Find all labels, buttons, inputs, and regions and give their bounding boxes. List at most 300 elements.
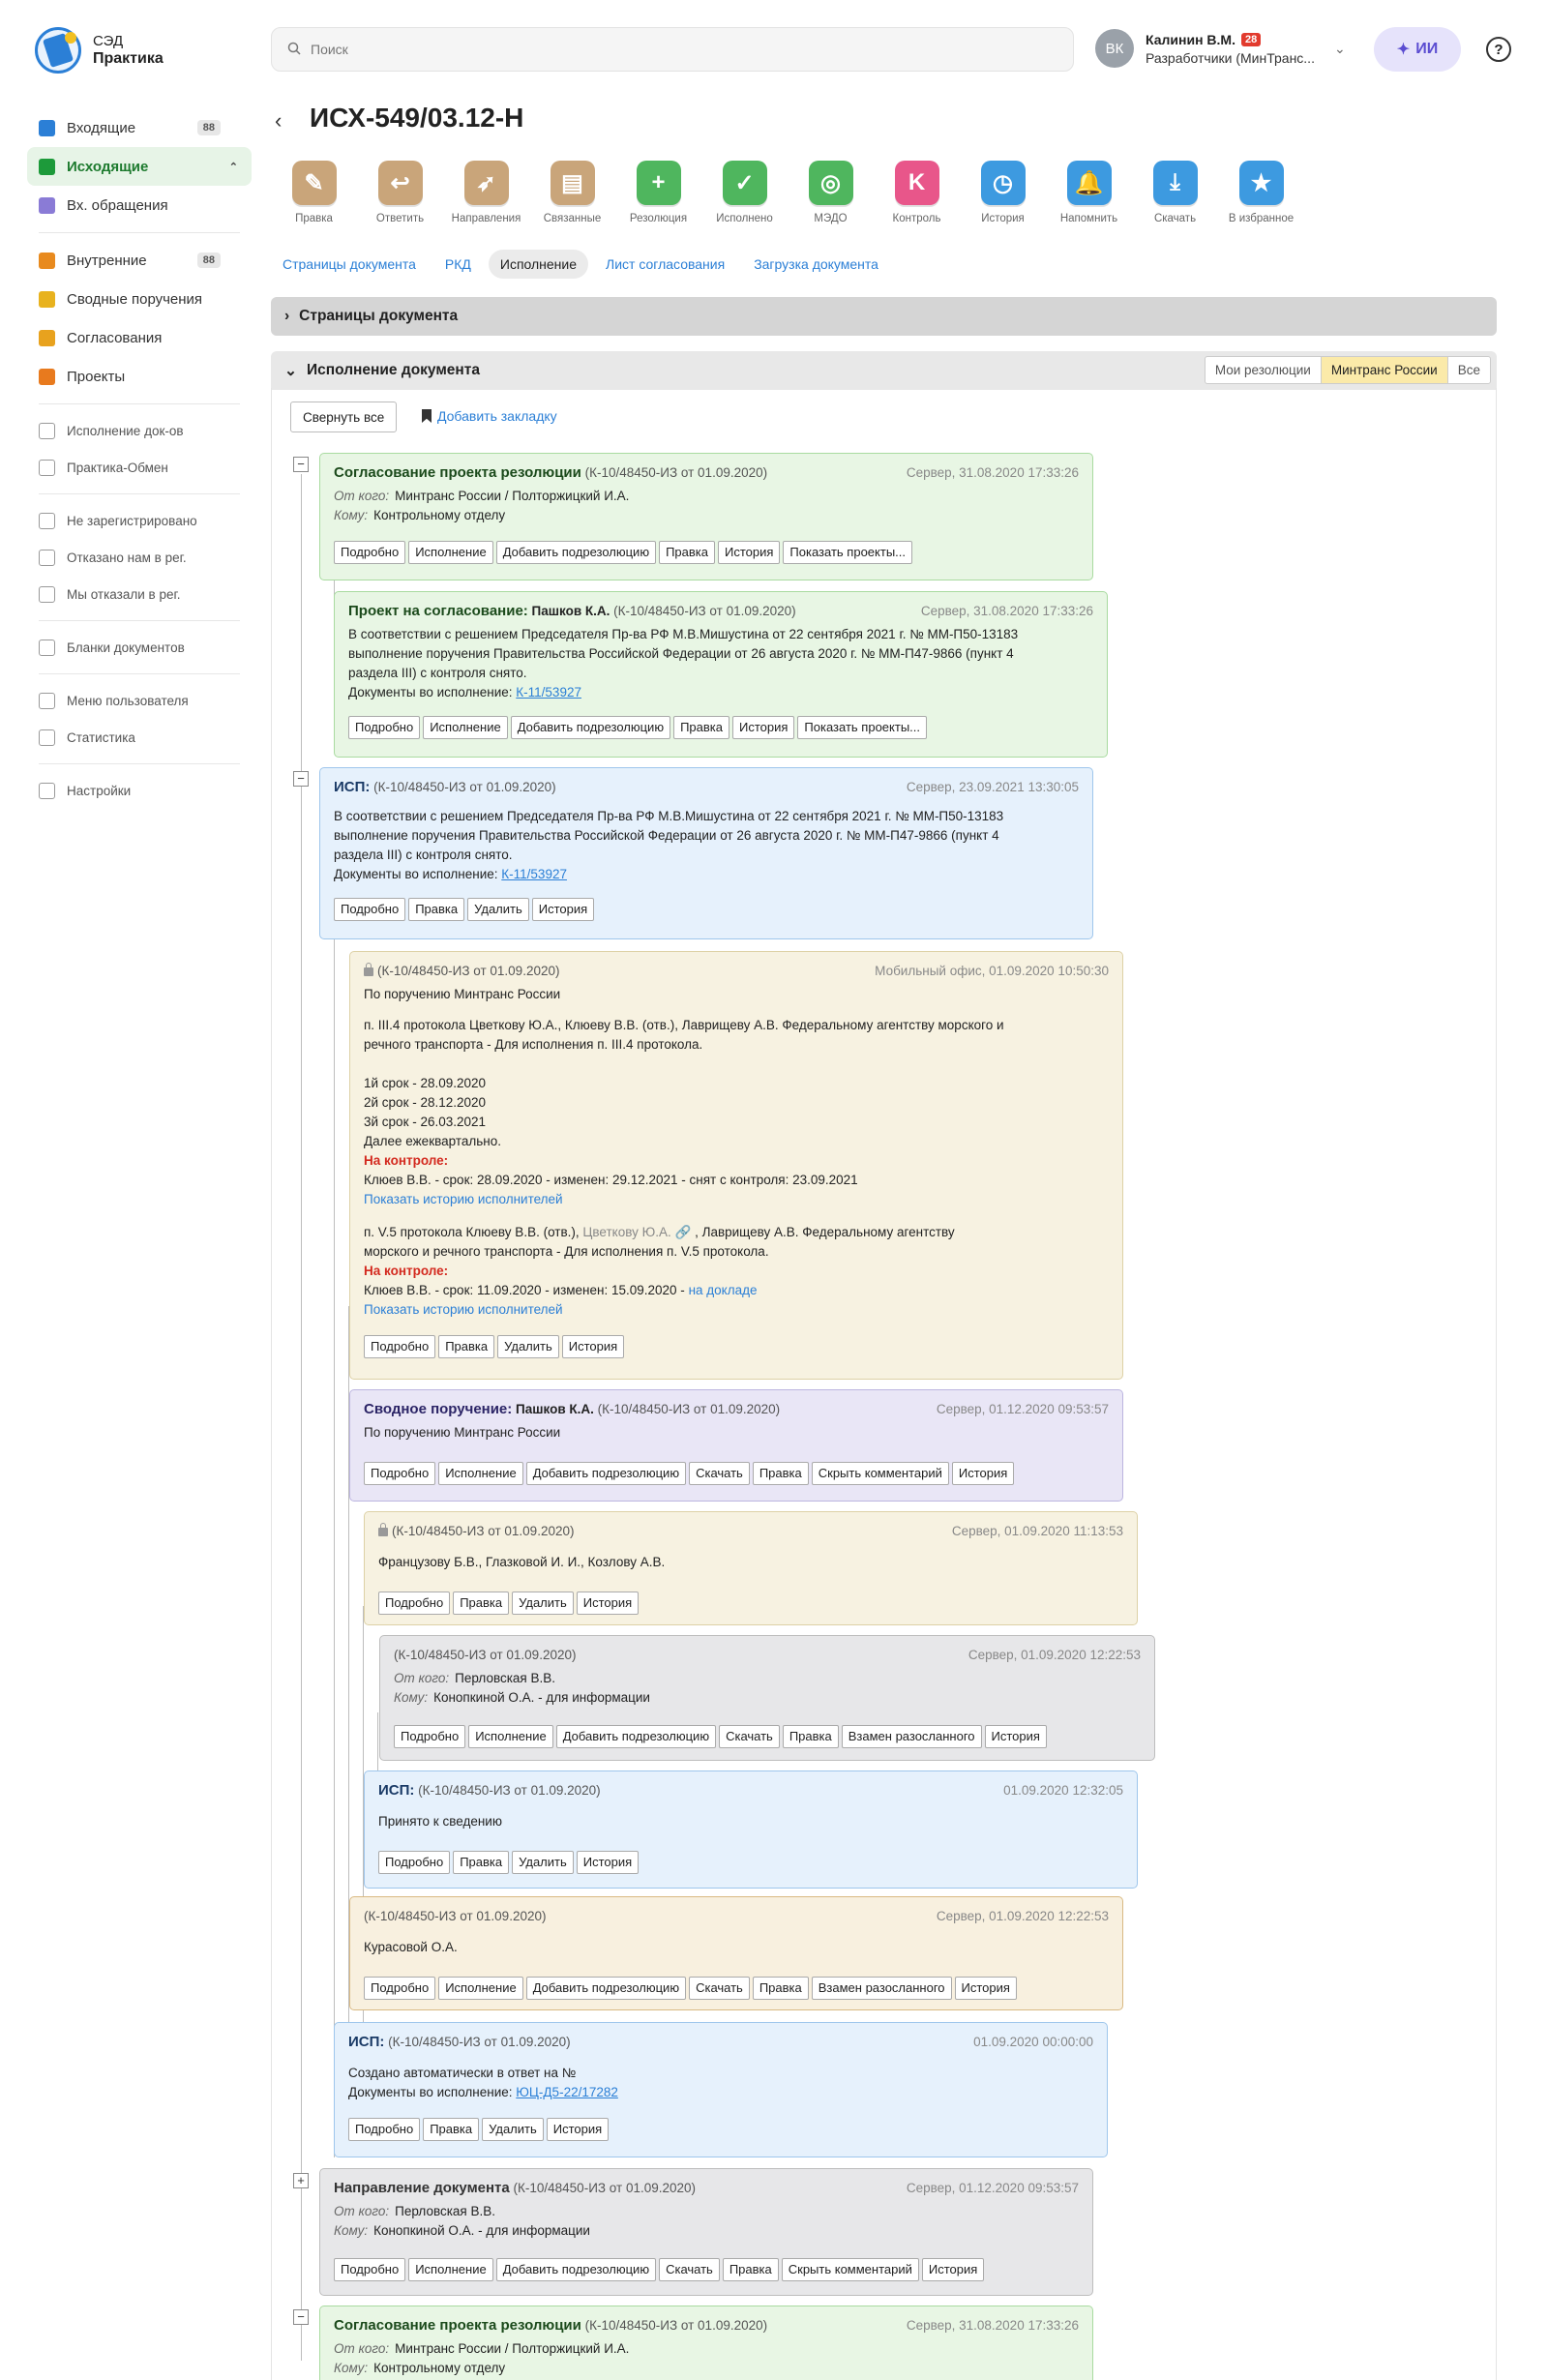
- control-label: На контроле:: [364, 1264, 449, 1278]
- toolbar-button[interactable]: [529, 161, 615, 224]
- execution-card: [364, 1770, 1138, 1889]
- card-ref: (К-10/48450-ИЗ от 01.09.2020): [394, 1648, 577, 1662]
- from-label: От кого:: [394, 1671, 450, 1685]
- card-text: Французову Б.В., Глазковой И. И., Козлову А.В.: [378, 1555, 666, 1569]
- sidebar-item-label: Вх. обращения: [67, 196, 168, 214]
- nav-icon: [39, 423, 55, 439]
- toolbar-label: Исполнено: [716, 213, 773, 224]
- card-action-button[interactable]: Добавить подрезолюцию: [526, 1462, 686, 1485]
- card-action-button[interactable]: Подробно: [334, 541, 405, 564]
- sparkle-icon: ✦: [1396, 42, 1411, 58]
- bookmark-icon: [422, 409, 432, 423]
- card-action-button[interactable]: История: [577, 1851, 639, 1874]
- card-action-button[interactable]: Исполнение: [468, 1725, 553, 1748]
- chevron-down-icon: ⌄: [1333, 40, 1346, 56]
- card-action-button[interactable]: Подробно: [364, 1977, 435, 2000]
- ai-button[interactable]: [1374, 27, 1461, 72]
- app-name-line2: Практика: [93, 50, 164, 67]
- card-actions: [334, 541, 1079, 564]
- nav-icon: [39, 197, 55, 214]
- toolbar-icon: ▤: [551, 161, 595, 205]
- card-time: Сервер, 31.08.2020 17:33:26: [906, 2318, 1079, 2333]
- docs-label: Документы во исполнение:: [348, 2085, 513, 2099]
- page-title: ИСХ-549/03.12-Н: [310, 103, 524, 133]
- resolution-card: [319, 2306, 1093, 2380]
- card-actions: [378, 1851, 1123, 1874]
- toolbar-icon: ⤓: [1153, 161, 1198, 205]
- card-text: выполнение поручения Правительства Российской Федерации от 26 августа 2020 г. № ММ-П47-9866 (пункт 4: [348, 646, 1014, 661]
- toolbar-button[interactable]: [960, 161, 1046, 224]
- card-text: Далее ежеквартально.: [364, 1134, 502, 1148]
- card-action-button[interactable]: Подробно: [348, 716, 420, 739]
- card-text: Создано автоматически в ответ на №: [348, 2066, 577, 2080]
- card-action-button[interactable]: Подробно: [378, 1851, 450, 1874]
- card-actions: [364, 1462, 1109, 1485]
- tab[interactable]: Страницы документа: [283, 256, 416, 272]
- card-action-button[interactable]: История: [577, 1592, 639, 1615]
- card-action-button[interactable]: Подробно: [364, 1335, 435, 1358]
- toolbar-button[interactable]: [1046, 161, 1132, 224]
- card-action-button[interactable]: Подробно: [394, 1725, 465, 1748]
- sidebar-item-label: Проекты: [67, 368, 126, 385]
- nav-icon: [39, 291, 55, 308]
- card-action-button[interactable]: Подробно: [334, 898, 405, 921]
- direction-card: [319, 2168, 1093, 2296]
- card-action-button[interactable]: Скачать: [689, 1977, 750, 2000]
- card-action-button[interactable]: Добавить подрезолюцию: [511, 716, 670, 739]
- card-title: ИСП:: [348, 2034, 385, 2050]
- card-action-button[interactable]: Правка: [438, 1335, 494, 1358]
- toolbar-button[interactable]: [615, 161, 701, 224]
- card-action-button[interactable]: Правка: [723, 2258, 779, 2281]
- card-action-button[interactable]: История: [922, 2258, 984, 2281]
- toolbar-label: Ответить: [375, 213, 425, 224]
- link-icon[interactable]: 🔗: [674, 1225, 692, 1239]
- card-text: Принято к сведению: [378, 1814, 502, 1829]
- divider: [39, 232, 240, 233]
- card-action-button[interactable]: Подробно: [364, 1462, 435, 1485]
- sidebar-nav: [27, 108, 252, 809]
- filter-option[interactable]: Мои резолюции: [1214, 363, 1311, 377]
- card-action-button[interactable]: Исполнение: [423, 716, 508, 739]
- to-value: Конопкиной О.А. - для информации: [433, 1690, 650, 1705]
- lock-icon: [378, 1528, 388, 1536]
- card-ref: (К-10/48450-ИЗ от 01.09.2020): [388, 2035, 571, 2049]
- sidebar-item-label: Практика-Обмен: [67, 460, 168, 475]
- card-action-button[interactable]: История: [985, 1725, 1047, 1748]
- card-action-button[interactable]: Подробно: [348, 2118, 420, 2141]
- card-time: Сервер, 31.08.2020 17:33:26: [920, 604, 1093, 618]
- card-text: По поручению Минтранс России: [364, 1425, 561, 1440]
- tab[interactable]: Загрузка документа: [754, 256, 878, 272]
- nav-icon: [39, 586, 55, 603]
- card-action-button[interactable]: Скрыть комментарий: [782, 2258, 919, 2281]
- execution-section-header[interactable]: [271, 351, 1497, 390]
- toolbar-icon: ✓: [723, 161, 767, 205]
- card-time: Мобильный офис, 01.09.2020 10:50:30: [875, 964, 1109, 978]
- from-label: От кого:: [334, 489, 390, 503]
- card-action-button[interactable]: История: [955, 1977, 1017, 2000]
- card-action-button[interactable]: Правка: [423, 2118, 479, 2141]
- card-actions: [364, 1335, 1109, 1358]
- chevron-down-icon: ⌄: [284, 362, 297, 379]
- card-action-button[interactable]: Исполнение: [408, 541, 493, 564]
- sidebar-item[interactable]: [27, 412, 252, 449]
- nav-icon: [39, 460, 55, 476]
- card-title: Проект на согласование:: [348, 603, 528, 619]
- toolbar-button[interactable]: [701, 161, 788, 224]
- card-action-button[interactable]: Правка: [783, 1725, 839, 1748]
- toolbar-button[interactable]: [1132, 161, 1218, 224]
- card-text: 2й срок - 28.12.2020: [364, 1095, 487, 1110]
- card-action-button[interactable]: Удалить: [497, 1335, 559, 1358]
- toolbar-label: Направления: [451, 213, 521, 224]
- card-action-button[interactable]: Подробно: [334, 2258, 405, 2281]
- nav-icon: [39, 640, 55, 656]
- card-text: По поручению Минтранс России: [364, 987, 561, 1001]
- doc-link[interactable]: К-11/53927: [516, 685, 581, 699]
- sidebar-item[interactable]: [27, 539, 252, 576]
- sidebar-item[interactable]: [27, 186, 252, 224]
- add-bookmark-label: Добавить закладку: [437, 408, 557, 424]
- to-value: Контрольному отделу: [373, 2361, 506, 2375]
- divider: [39, 763, 240, 764]
- expand-toggle[interactable]: +: [293, 2173, 309, 2188]
- logo-icon: [35, 27, 81, 74]
- toolbar-button[interactable]: [1218, 161, 1304, 224]
- to-label: Кому:: [394, 1690, 429, 1705]
- filter-option[interactable]: Минтранс России: [1321, 357, 1447, 383]
- card-ref: (К-10/48450-ИЗ от 01.09.2020): [513, 2181, 697, 2195]
- card-action-button[interactable]: Удалить: [482, 2118, 544, 2141]
- card-time: Сервер, 01.09.2020 11:13:53: [951, 1524, 1123, 1538]
- card-text: Клюев В.В. - срок: 11.09.2020 - изменен: 15.09.2020 -: [364, 1283, 685, 1297]
- card-ref: (К-10/48450-ИЗ от 01.09.2020): [597, 1402, 781, 1416]
- from-value: Минтранс России / Полторжицкий И.А.: [395, 2341, 630, 2356]
- card-author: Пашков К.А.: [516, 1402, 594, 1416]
- card-text: Курасовой О.А.: [364, 1940, 458, 1954]
- sidebar-item[interactable]: [27, 147, 252, 186]
- sidebar-item[interactable]: [27, 280, 252, 318]
- divider: [39, 403, 240, 404]
- card-action-button[interactable]: Удалить: [512, 1851, 574, 1874]
- tab[interactable]: Лист согласования: [606, 256, 726, 272]
- app-name-line1: СЭД: [93, 33, 124, 49]
- add-bookmark-link[interactable]: [422, 408, 557, 424]
- show-history-link[interactable]: Показать историю исполнителей: [364, 1192, 563, 1206]
- nav-icon: [39, 330, 55, 346]
- card-text: , Лаврищеву А.В. Федеральному агентству: [695, 1225, 955, 1239]
- card-action-button[interactable]: Добавить подрезолюцию: [496, 2258, 656, 2281]
- card-text: 1й срок - 28.09.2020: [364, 1076, 487, 1090]
- sidebar-item[interactable]: [27, 719, 252, 756]
- card-action-button[interactable]: Правка: [453, 1851, 509, 1874]
- card-title: Согласование проекта резолюции: [334, 464, 581, 481]
- card-action-button[interactable]: История: [562, 1335, 624, 1358]
- card-action-button[interactable]: Добавить подрезолюцию: [496, 541, 656, 564]
- docs-label: Документы во исполнение:: [348, 685, 513, 699]
- toolbar-button[interactable]: [357, 161, 443, 224]
- sidebar-item[interactable]: [27, 318, 252, 357]
- to-label: Кому:: [334, 508, 369, 522]
- sidebar-item[interactable]: [27, 241, 252, 280]
- lock-icon: [364, 967, 373, 976]
- execution-card: [319, 767, 1093, 939]
- user-name: Калинин В.М.: [1146, 31, 1235, 47]
- toolbar-icon: K: [895, 161, 939, 205]
- toolbar-label: В избранное: [1228, 213, 1295, 224]
- search-box[interactable]: [271, 27, 1074, 72]
- project-card: [334, 591, 1108, 758]
- from-label: От кого:: [334, 2204, 390, 2218]
- card-title: Направление документа: [334, 2180, 510, 2196]
- divider: [39, 493, 240, 494]
- card-time: Сервер, 31.08.2020 17:33:26: [906, 465, 1079, 480]
- card-actions: [378, 1592, 1123, 1615]
- from-value: Перловская В.В.: [455, 1671, 556, 1685]
- sidebar-item[interactable]: [27, 108, 252, 147]
- card-text: раздела III) с контроля снято.: [348, 666, 527, 680]
- card-action-button[interactable]: Скачать: [659, 2258, 720, 2281]
- card-time: 01.09.2020 12:32:05: [1003, 1783, 1123, 1798]
- card-ref: (К-10/48450-ИЗ от 01.09.2020): [392, 1524, 575, 1538]
- card-text: речного транспорта - Для исполнения п. III.4 протокола.: [364, 1037, 703, 1052]
- card-action-button[interactable]: Правка: [673, 716, 729, 739]
- toolbar-button[interactable]: [874, 161, 960, 224]
- card-text: выполнение поручения Правительства Российской Федерации от 26 августа 2020 г. № ММ-П47-9866 (пункт 4: [334, 828, 999, 843]
- sidebar-item-label: Отказано нам в рег.: [67, 550, 187, 565]
- sidebar-item-label: Мы отказали в рег.: [67, 586, 181, 602]
- toolbar-label: Связанные: [543, 213, 602, 224]
- card-action-button[interactable]: Удалить: [467, 898, 529, 921]
- card-actions: [334, 898, 1079, 921]
- card-action-button[interactable]: Подробно: [378, 1592, 450, 1615]
- doc-link[interactable]: ЮЦ-Д5-22/17282: [516, 2085, 618, 2099]
- sidebar-item-label: Исходящие: [67, 158, 149, 175]
- to-value: Контрольному отделу: [373, 508, 506, 522]
- app-logo[interactable]: [35, 27, 164, 74]
- card-action-button[interactable]: Скачать: [719, 1725, 780, 1748]
- card-time: Сервер, 01.12.2020 09:53:57: [906, 2181, 1079, 2195]
- card-time: Сервер, 01.09.2020 12:22:53: [968, 1648, 1141, 1662]
- toolbar-label: Резолюция: [629, 213, 688, 224]
- card-action-button[interactable]: История: [547, 2118, 609, 2141]
- toolbar-icon: ◎: [809, 161, 853, 205]
- resolution-card: [349, 951, 1123, 1380]
- toolbar-icon: ◷: [981, 161, 1026, 205]
- divider: [39, 620, 240, 621]
- avatar: ВК: [1095, 29, 1134, 68]
- collapse-toggle[interactable]: −: [293, 2309, 309, 2325]
- card-action-button[interactable]: История: [718, 541, 780, 564]
- sidebar-item-label: Статистика: [67, 729, 135, 745]
- back-arrow-icon[interactable]: ‹: [275, 108, 283, 133]
- search-icon: [287, 42, 301, 58]
- collapse-toggle[interactable]: −: [293, 771, 309, 787]
- nav-icon: [39, 369, 55, 385]
- notification-badge: 28: [1241, 33, 1261, 46]
- card-action-button[interactable]: Показать проекты...: [783, 541, 912, 564]
- card-time: 01.09.2020 00:00:00: [973, 2035, 1093, 2049]
- nav-icon: [39, 253, 55, 269]
- card-title: ИСП:: [334, 779, 371, 795]
- card-action-button[interactable]: Правка: [453, 1592, 509, 1615]
- card-action-button[interactable]: Исполнение: [408, 2258, 493, 2281]
- direction-card: [379, 1635, 1155, 1761]
- card-action-button[interactable]: Показать проекты...: [797, 716, 927, 739]
- card-ref: (К-10/48450-ИЗ от 01.09.2020): [418, 1783, 601, 1798]
- execution-card: [334, 2022, 1108, 2157]
- to-label: Кому:: [334, 2361, 369, 2375]
- card-action-button[interactable]: Взамен разосланного: [812, 1977, 952, 2000]
- resolution-card: [364, 1511, 1138, 1625]
- pages-section-header[interactable]: [271, 297, 1497, 336]
- show-history-link[interactable]: Показать историю исполнителей: [364, 1302, 563, 1317]
- doc-link[interactable]: К-11/53927: [501, 867, 567, 881]
- toolbar-button[interactable]: [443, 161, 529, 224]
- toolbar-icon: ➶: [464, 161, 509, 205]
- nav-icon: [39, 513, 55, 529]
- sidebar-item-label: Бланки документов: [67, 640, 185, 655]
- nav-icon: [39, 729, 55, 746]
- card-time: Сервер, 23.09.2021 13:30:05: [906, 780, 1079, 794]
- sidebar-item-label: Настройки: [67, 783, 132, 798]
- toolbar-label: Напомнить: [1059, 213, 1118, 224]
- sidebar-item[interactable]: [27, 576, 252, 612]
- toolbar-label: Контроль: [892, 213, 941, 224]
- sidebar-item-label: Сводные поручения: [67, 290, 203, 308]
- card-title: Согласование проекта резолюции: [334, 2317, 581, 2334]
- card-text: раздела III) с контроля снято.: [334, 848, 513, 862]
- filter-option[interactable]: Все: [1447, 357, 1490, 383]
- executor-name: Цветкову Ю.А.: [582, 1225, 671, 1239]
- execution-section-title: Исполнение документа: [307, 362, 480, 378]
- pages-section-title: Страницы документа: [299, 308, 459, 324]
- toolbar-icon: +: [637, 161, 681, 205]
- card-actions: [348, 716, 1093, 739]
- card-action-button[interactable]: Правка: [659, 541, 715, 564]
- sidebar-item[interactable]: [27, 449, 252, 486]
- card-text: п. III.4 протокола Цветкову Ю.А., Клюеву В.В. (отв.), Лаврищеву А.В. Федеральному агентству морского и: [364, 1018, 1004, 1032]
- on-report-link[interactable]: на докладе: [688, 1283, 758, 1297]
- card-actions: [334, 2258, 1079, 2281]
- card-action-button[interactable]: История: [732, 716, 794, 739]
- resolution-card: [349, 1896, 1123, 2010]
- card-action-button[interactable]: Добавить подрезолюцию: [526, 1977, 686, 2000]
- sidebar-item[interactable]: [27, 629, 252, 666]
- docs-label: Документы во исполнение:: [334, 867, 498, 881]
- tab[interactable]: Исполнение: [489, 250, 588, 279]
- summary-order-card: [349, 1389, 1123, 1502]
- user-menu[interactable]: [1095, 29, 1346, 68]
- card-text: 3й срок - 26.03.2021: [364, 1115, 487, 1129]
- card-title: Сводное поручение:: [364, 1401, 513, 1417]
- nav-icon: [39, 693, 55, 709]
- card-action-button[interactable]: Скрыть комментарий: [812, 1462, 949, 1485]
- count-badge: 88: [197, 120, 221, 135]
- toolbar-icon: ↩: [378, 161, 423, 205]
- chevron-right-icon: ›: [284, 308, 290, 324]
- card-action-button[interactable]: Правка: [753, 1462, 809, 1485]
- toolbar-button[interactable]: [271, 161, 357, 224]
- sidebar-item[interactable]: [27, 682, 252, 719]
- sidebar-item-label: Согласования: [67, 329, 163, 346]
- card-actions: [394, 1725, 1141, 1748]
- nav-icon: [39, 783, 55, 799]
- card-ref: (К-10/48450-ИЗ от 01.09.2020): [364, 1909, 547, 1923]
- toolbar-icon: 🔔: [1067, 161, 1112, 205]
- from-value: Перловская В.В.: [395, 2204, 496, 2218]
- toolbar-icon: ✎: [292, 161, 337, 205]
- card-action-button[interactable]: Исполнение: [438, 1977, 523, 2000]
- card-ref: (К-10/48450-ИЗ от 01.09.2020): [373, 780, 556, 794]
- card-ref: (К-10/48450-ИЗ от 01.09.2020): [377, 964, 560, 978]
- sidebar-item-label: Входящие: [67, 119, 136, 136]
- card-action-button[interactable]: Правка: [753, 1977, 809, 2000]
- to-label: Кому:: [334, 2223, 369, 2238]
- help-icon[interactable]: ?: [1486, 37, 1511, 62]
- resolution-filter: [1205, 356, 1491, 384]
- card-action-button[interactable]: Добавить подрезолюцию: [556, 1725, 716, 1748]
- sidebar-item[interactable]: [27, 502, 252, 539]
- tab[interactable]: РКД: [444, 256, 471, 272]
- toolbar-label: МЭДО: [814, 213, 848, 224]
- card-ref: (К-10/48450-ИЗ от 01.09.2020): [613, 604, 796, 618]
- chevron-up-icon: ⌃: [228, 161, 238, 173]
- ai-button-label: ИИ: [1415, 41, 1439, 57]
- nav-icon: [39, 159, 55, 175]
- document-toolbar: [271, 161, 1304, 224]
- to-value: Конопкиной О.А. - для информации: [373, 2223, 590, 2238]
- card-actions: [348, 2118, 1093, 2141]
- control-label: На контроле:: [364, 1153, 449, 1168]
- card-text: В соответствии с решением Председателя Пр-ва РФ М.В.Мишустина от 22 сентября 2021 г. № ММ-П50-13183: [348, 627, 1019, 641]
- count-badge: 88: [197, 253, 221, 268]
- card-ref: (К-10/48450-ИЗ от 01.09.2020): [584, 2318, 768, 2333]
- user-org: Разработчики (МинТранс...: [1146, 49, 1315, 66]
- card-action-button[interactable]: Правка: [408, 898, 464, 921]
- card-action-button[interactable]: Удалить: [512, 1592, 574, 1615]
- sidebar-item-label: Внутренние: [67, 252, 147, 269]
- toolbar-label: Скачать: [1153, 213, 1197, 224]
- sidebar-item-label: Не зарегистрировано: [67, 513, 197, 528]
- nav-icon: [39, 120, 55, 136]
- card-time: Сервер, 01.09.2020 12:22:53: [936, 1909, 1109, 1923]
- sidebar-item-label: Исполнение док-ов: [67, 423, 184, 438]
- sidebar-item[interactable]: [27, 772, 252, 809]
- collapse-all-button[interactable]: Свернуть все: [290, 402, 397, 432]
- card-action-button[interactable]: Исполнение: [438, 1462, 523, 1485]
- search-input[interactable]: [311, 42, 988, 57]
- card-action-button[interactable]: История: [952, 1462, 1014, 1485]
- collapse-toggle[interactable]: −: [293, 457, 309, 472]
- card-actions: [364, 1977, 1109, 2000]
- card-action-button[interactable]: История: [532, 898, 594, 921]
- card-action-button[interactable]: Скачать: [689, 1462, 750, 1485]
- sidebar-item[interactable]: [27, 357, 252, 396]
- card-text: В соответствии с решением Председателя Пр-ва РФ М.В.Мишустина от 22 сентября 2021 г. № ММ-П50-13183: [334, 809, 1004, 823]
- toolbar-icon: ★: [1239, 161, 1284, 205]
- card-action-button[interactable]: Взамен разосланного: [842, 1725, 982, 1748]
- divider: [39, 673, 240, 674]
- card-author: Пашков К.А.: [531, 604, 610, 618]
- toolbar-label: История: [981, 213, 1025, 224]
- card-text: Клюев В.В. - срок: 28.09.2020 - изменен: 29.12.2021 - снят с контроля: 23.09.2021: [364, 1173, 858, 1187]
- card-text: п. V.5 протокола Клюеву В.В. (отв.),: [364, 1225, 580, 1239]
- toolbar-button[interactable]: [788, 161, 874, 224]
- sidebar: [0, 0, 261, 2380]
- toolbar-label: Правка: [295, 213, 333, 224]
